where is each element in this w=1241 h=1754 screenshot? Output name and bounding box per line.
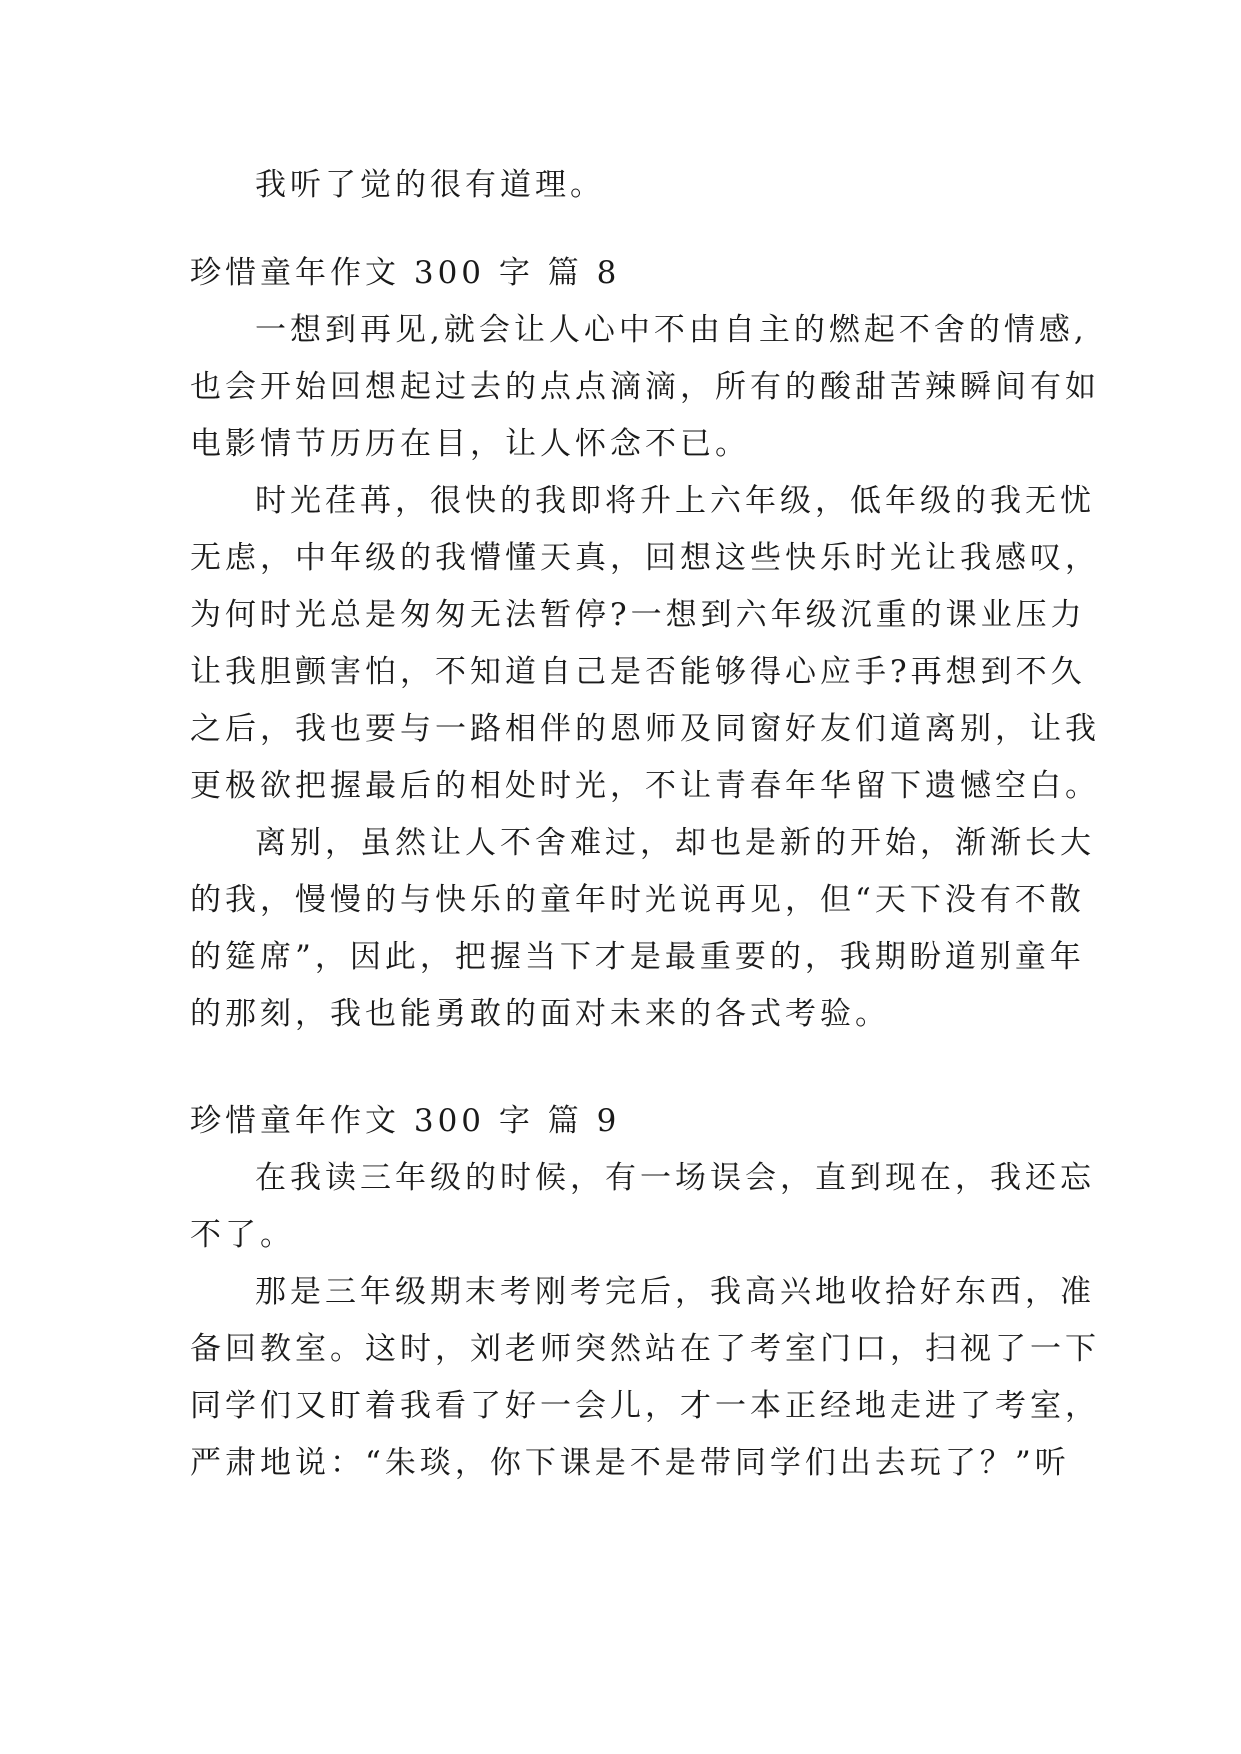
paragraph-line: 离别，虽然让人不舍难过，却也是新的开始，渐渐长大 bbox=[255, 825, 1095, 861]
paragraph-line: 的筵席”，因此，把握当下才是最重要的，我期盼道别童年 bbox=[190, 939, 1085, 975]
paragraph-line: 一想到再见,就会让人心中不由自主的燃起不舍的情感, bbox=[255, 312, 1088, 348]
paragraph-line: 我听了觉的很有道理。 bbox=[255, 167, 605, 203]
section-heading-8: 珍惜童年作文 300 字 篇 8 bbox=[190, 255, 621, 291]
paragraph-line: 同学们又盯着我看了好一会儿，才一本正经地走进了考室， bbox=[190, 1388, 1100, 1424]
paragraph-line: 时光荏苒，很快的我即将升上六年级，低年级的我无忧 bbox=[255, 483, 1095, 519]
paragraph-line: 那是三年级期末考刚考完后，我高兴地收拾好东西，准 bbox=[255, 1274, 1095, 1310]
paragraph-line: 的那刻，我也能勇敢的面对未来的各式考验。 bbox=[190, 996, 890, 1032]
paragraph-line: 电影情节历历在目，让人怀念不已。 bbox=[190, 426, 750, 462]
paragraph-line: 也会开始回想起过去的点点滴滴，所有的酸甜苦辣瞬间有如 bbox=[190, 369, 1100, 405]
paragraph-line: 无虑，中年级的我懵懂天真，回想这些快乐时光让我感叹， bbox=[190, 540, 1100, 576]
paragraph-line: 严肃地说：“朱琰，你下课是不是带同学们出去玩了？”听 bbox=[190, 1445, 1070, 1481]
paragraph-line: 为何时光总是匆匆无法暂停?一想到六年级沉重的课业压力 bbox=[190, 597, 1086, 633]
paragraph-line: 不了。 bbox=[190, 1217, 295, 1253]
paragraph-line: 让我胆颤害怕，不知道自己是否能够得心应手?再想到不久 bbox=[190, 654, 1086, 690]
paragraph-line: 更极欲把握最后的相处时光，不让青春年华留下遗憾空白。 bbox=[190, 768, 1100, 804]
paragraph-line: 在我读三年级的时候，有一场误会，直到现在，我还忘 bbox=[255, 1160, 1095, 1196]
paragraph-line: 备回教室。这时，刘老师突然站在了考室门口，扫视了一下 bbox=[190, 1331, 1100, 1367]
paragraph-line: 的我，慢慢的与快乐的童年时光说再见，但“天下没有不散 bbox=[190, 882, 1085, 918]
section-heading-9: 珍惜童年作文 300 字 篇 9 bbox=[190, 1103, 621, 1139]
paragraph-line: 之后，我也要与一路相伴的恩师及同窗好友们道离别，让我 bbox=[190, 711, 1100, 747]
